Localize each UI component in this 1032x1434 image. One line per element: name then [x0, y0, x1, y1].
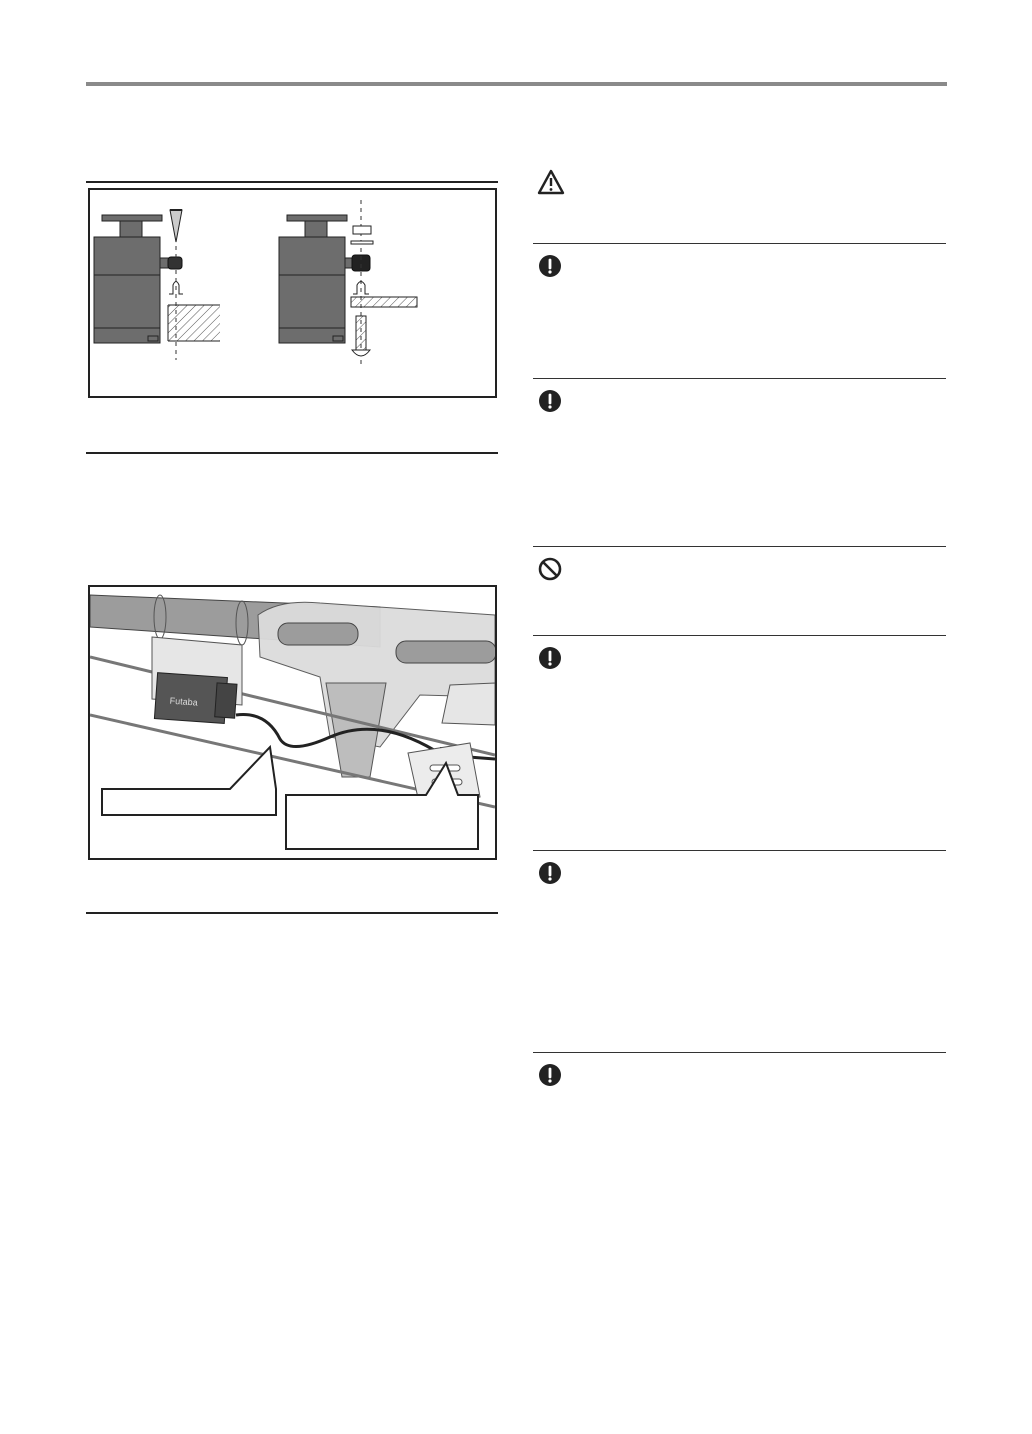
notice-rule-4: [533, 635, 946, 636]
section-rule-1: [86, 181, 498, 183]
section-rule-3: [86, 912, 498, 914]
prohibited-circle-icon: [537, 556, 563, 582]
notice-rule-1: [533, 243, 946, 244]
callout-wire-tie: [286, 763, 478, 849]
notice-rule-2: [533, 378, 946, 379]
exclamation-circle-icon: [537, 645, 563, 671]
notice-rule-5: [533, 850, 946, 851]
tail-boom-servo-illustration: [90, 587, 495, 858]
servo-unit: [154, 673, 237, 724]
section-rule-2: [86, 452, 498, 454]
nut-icon: [353, 226, 371, 234]
servo-mounting-figure: [88, 188, 497, 398]
callout-wire-slack: [102, 747, 276, 815]
exclamation-circle-icon: [537, 388, 563, 414]
exclamation-circle-icon: [537, 1062, 563, 1088]
header-rule: [86, 82, 947, 86]
exclamation-circle-icon: [537, 253, 563, 279]
servo-mounting-illustration: [90, 190, 495, 396]
bolt-icon: [356, 316, 366, 350]
wood-screw-icon: [170, 210, 182, 242]
washer-icon: [351, 241, 373, 244]
notice-rule-6: [533, 1052, 946, 1053]
servo-brand-label: Futaba: [169, 695, 199, 708]
notice-rule-3: [533, 546, 946, 547]
servo-wiring-figure: [88, 585, 497, 860]
warning-triangle-icon: [537, 169, 563, 195]
exclamation-circle-icon: [537, 860, 563, 886]
